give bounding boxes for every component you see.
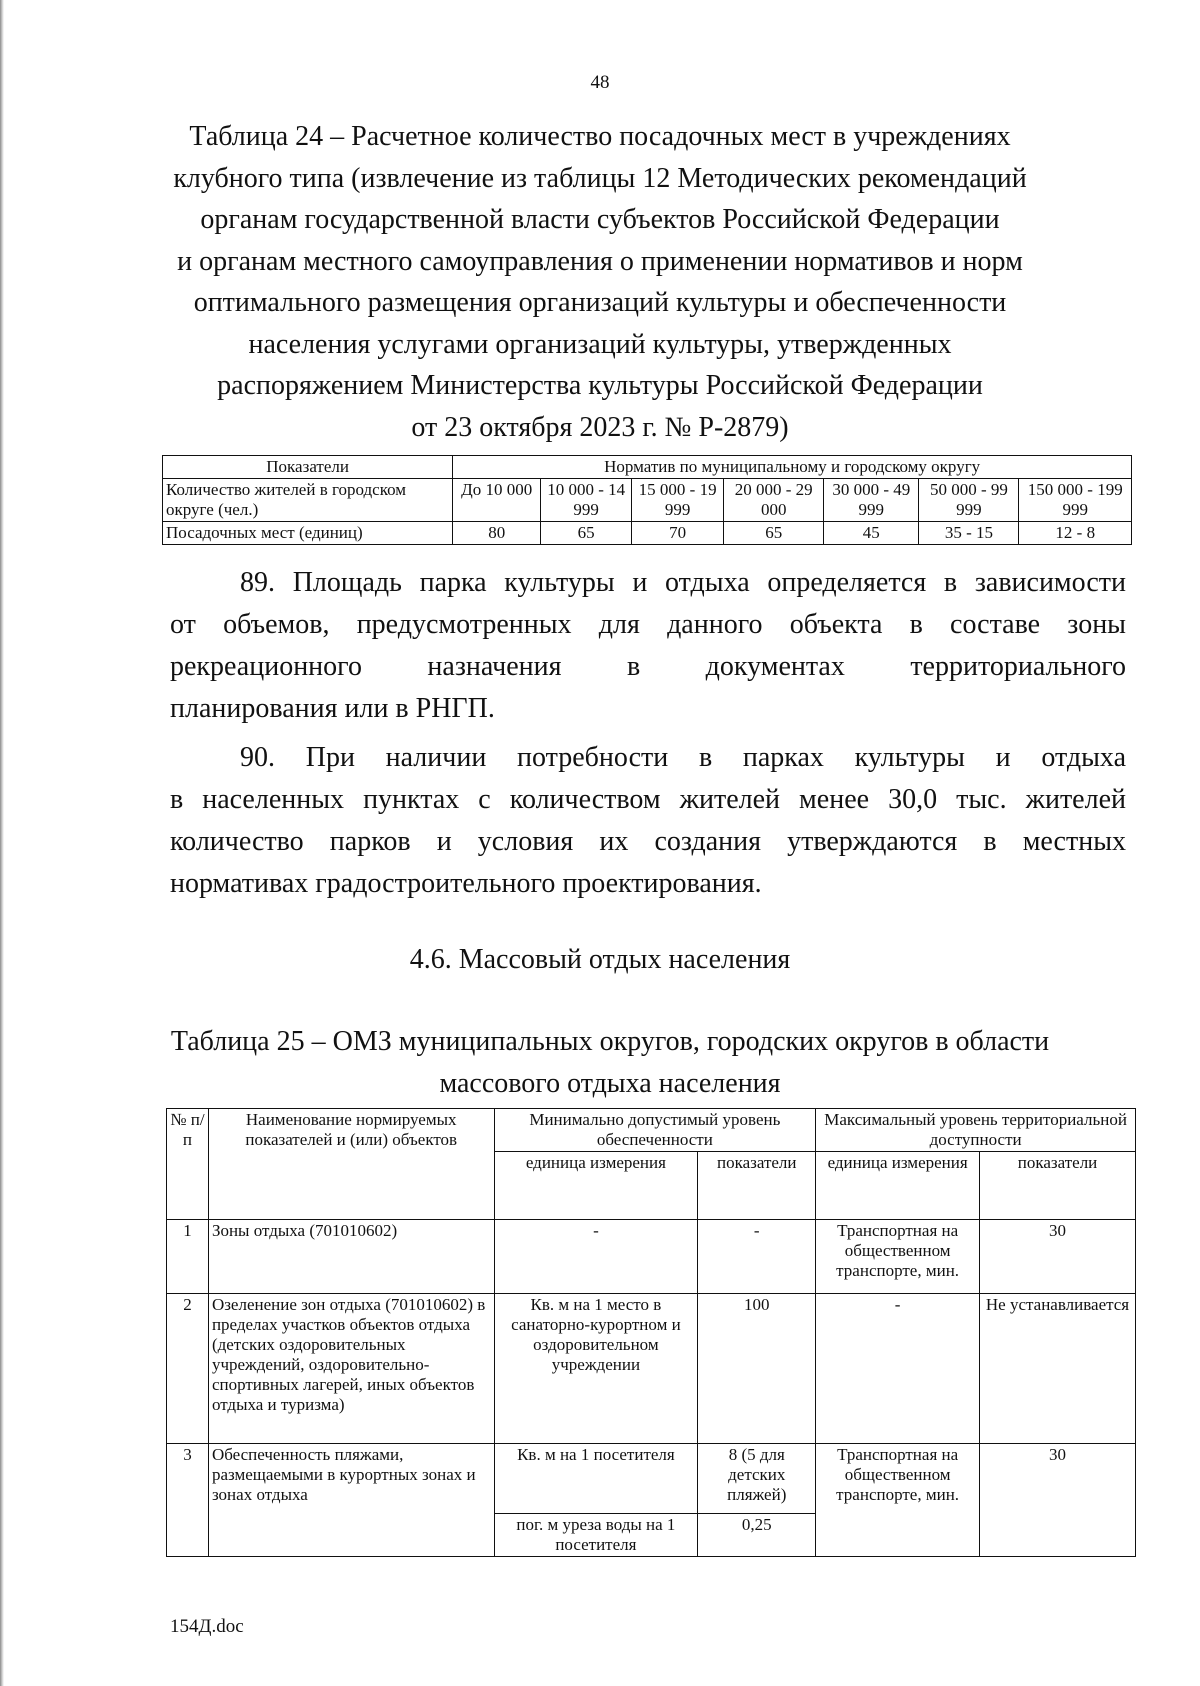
table-header-cell: единица измерения [816,1152,980,1220]
scan-edge [0,0,4,1686]
table-cell: Посадочных мест (единиц) [163,522,453,545]
table-cell: 150 000 - 199 999 [1019,479,1132,522]
caption-line: населения услугами организаций культуры, утвержденных [248,328,952,360]
paragraph-line: 89. Площадь парка культуры и отдыха определяется в зависимости [240,567,1126,598]
paragraph-line: нормативах градостроительного проектирования. [170,868,762,899]
table-cell: 50 000 - 99 999 [919,479,1019,522]
caption-line: клубного типа (извлечение из таблицы 12 Методических рекомендаций [173,162,1027,194]
table25-caption [160,1021,1060,1104]
table-header-cell: № п/п [167,1109,209,1220]
caption-line: оптимального размещения организаций культуры и обеспеченности [193,287,1007,318]
page-number: 48 [590,72,610,93]
table-cell: 65 [724,522,824,545]
table-cell: 70 [632,522,724,545]
paragraph-89 [170,562,1126,730]
table-cell: 10 000 - 14 999 [541,479,632,522]
table-cell: 2 [167,1294,209,1444]
table-cell: 8 (5 для детских пляжей) [698,1444,816,1514]
table-cell: Зоны отдыха (701010602) [208,1220,494,1294]
section-heading: 4.6. Массовый отдых населения [409,944,791,975]
table-cell: - [816,1294,980,1444]
paragraph-line: планирования или в РНГП. [170,693,495,724]
table-row [163,456,1132,479]
caption-line: от 23 октября 2023 г. № Р-2879) [411,411,789,443]
table-cell: 12 - 8 [1019,522,1132,545]
table-header-cell: показатели [980,1152,1136,1220]
footer-filename: 154Д.doc [170,1616,244,1637]
table-cell: До 10 000 [453,479,541,522]
paragraph-line: от объемов, предусмотренных для данного объекта в составе зоны [170,609,1126,640]
table-header-cell: Наименование нормируемых показателей и (или) объектов [208,1109,494,1220]
caption-line: распоряжением Министерства культуры Российской Федерации [217,370,983,401]
table-header-cell: показатели [698,1152,816,1220]
table-row [167,1294,1136,1444]
table-cell: 0,25 [698,1514,816,1557]
table-row [163,522,1132,545]
table-cell: Количество жителей в городском округе (чел.) [163,479,453,522]
table-header-cell: Норматив по муниципальному и городскому округу [453,456,1132,479]
table-cell: Не устанавливается [980,1294,1136,1444]
table-cell: 35 - 15 [919,522,1019,545]
caption-line: массового отдыха населения [439,1067,781,1099]
table-cell: 100 [698,1294,816,1444]
table-cell: Кв. м на 1 посетителя [494,1444,698,1514]
table-row [167,1220,1136,1294]
caption-line: и органам местного самоуправления о применении нормативов и норм [177,245,1023,277]
table-cell: 15 000 - 19 999 [632,479,724,522]
table-cell: 80 [453,522,541,545]
table-cell: 30 000 - 49 999 [824,479,919,522]
table24-caption [150,116,1050,448]
caption-line: органам государственной власти субъектов Российской Федерации [200,204,1000,235]
table-cell: Озеленение зон отдыха (701010602) в пределах участков объектов отдыха (детских оздоровительных учреждений, оздоровительно-спортивных лагерей, иных объектов отдыха и туризма) [208,1294,494,1444]
table-cell: - [698,1220,816,1294]
table24 [162,455,1132,545]
table-cell: Обеспеченность пляжами, размещаемыми в курортных зонах и зонах отдыха [208,1444,494,1557]
table-cell: 20 000 - 29 000 [724,479,824,522]
table-cell: пог. м уреза воды на 1 посетителя [494,1514,698,1557]
table-cell: 65 [541,522,632,545]
table25 [166,1108,1136,1557]
paragraph-line: 90. При наличии потребности в парках культуры и отдыха [240,742,1126,773]
table-cell: - [494,1220,698,1294]
paragraph-line: количество парков и условия их создания утверждаются в местных [170,826,1126,857]
table-row [167,1444,1136,1514]
caption-line: Таблица 25 – ОМЗ муниципальных округов, городских округов в области [170,1026,1050,1057]
table-cell: Транспортная на общественном транспорте, мин. [816,1444,980,1557]
table-row [163,479,1132,522]
table-cell: 3 [167,1444,209,1557]
table-cell: 45 [824,522,919,545]
table-header-cell: Минимально допустимый уровень обеспеченности [494,1109,816,1152]
table-header-cell: единица измерения [494,1152,698,1220]
paragraph-line: в населенных пунктах с количеством жителей менее 30,0 тыс. жителей [170,784,1126,815]
paragraph-line: рекреационного назначения в документах территориального [170,651,1126,682]
paragraph-90 [170,737,1126,905]
caption-line: Таблица 24 – Расчетное количество посадочных мест в учреждениях [189,121,1011,152]
table-header-cell: Максимальный уровень территориальной доступности [816,1109,1136,1152]
table-cell: 1 [167,1220,209,1294]
table-cell: Кв. м на 1 место в санаторно-курортном и оздоровительном учреждении [494,1294,698,1444]
table-row [167,1109,1136,1152]
table-header-cell: Показатели [163,456,453,479]
table-cell: Транспортная на общественном транспорте, мин. [816,1220,980,1294]
table-cell: 30 [980,1220,1136,1294]
table-cell: 30 [980,1444,1136,1557]
